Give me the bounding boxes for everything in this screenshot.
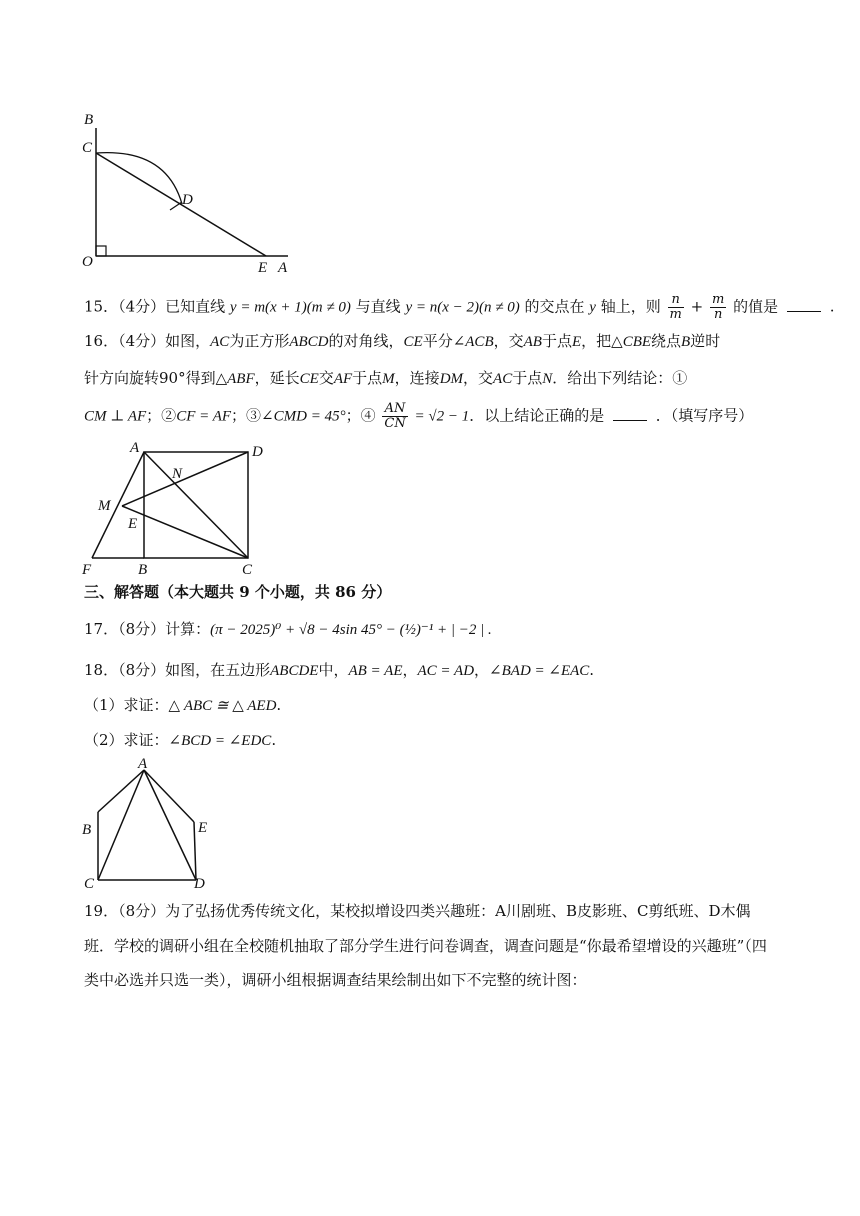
q15-line1: y = m(x + 1)(m ≠ 0)	[229, 299, 351, 316]
label-B: B	[82, 822, 92, 838]
q15-line2: y = n(x − 2)(n ≠ 0)	[405, 299, 520, 316]
q15-end: .	[829, 297, 835, 316]
section-3-heading: 三、解答题（本大题共 9 个小题，共 86 分）	[84, 583, 392, 601]
question-18-part-2: （2）求证：∠BCD = ∠EDC.	[84, 731, 277, 749]
q16-fraction: $\frac{AN}{CN}$	[384, 401, 406, 431]
question-17: 17．（8分）计算：(π − 2025)⁰ + √8 − 4sin 45° − (½)⁻¹ + | −2 | .	[84, 620, 492, 638]
label-C: C	[82, 140, 93, 156]
q15-plus: +	[690, 297, 704, 316]
label-A: A	[130, 440, 140, 456]
figure-q18	[78, 756, 218, 892]
q15-frac1: $\frac{n}{m}$	[669, 292, 682, 322]
q15-suffix: 的值是	[733, 297, 779, 316]
label-C: C	[84, 876, 95, 892]
figure-q16	[78, 440, 278, 580]
question-16-line-2: 针方向旋转90°得到△ABF，延长CE交AF于点M，连接DM，交AC于点N．给出下列结论：①	[84, 369, 688, 387]
question-18-part-1: （1）求证：△ ABC ≅ △ AED.	[84, 696, 282, 714]
label-D: D	[194, 876, 205, 892]
question-16-line-3: CM ⊥ AF；②CF = AF；③∠CMD = 45°；④ $\frac{AN}{CN}$ = √2 − 1．以上结论正确的是 ．（填写序号）	[84, 401, 754, 431]
question-19-line-3: 类中必选并只选一类），调研小组根据调查结果绘制出如下不完整的统计图：	[84, 971, 587, 989]
q15-prefix: 15．（4分）已知直线	[84, 297, 226, 316]
q15-axis: y	[589, 299, 596, 316]
label-B: B	[84, 112, 94, 128]
q15-mid: 与直线	[355, 297, 401, 316]
label-M: M	[98, 498, 111, 514]
question-18: 18．（8分）如图，在五边形ABCDE中，AB = AE，AC = AD，∠BAD = ∠EAC.	[84, 661, 595, 679]
label-E: E	[128, 516, 138, 532]
label-B: B	[138, 562, 148, 578]
label-A: A	[278, 260, 288, 276]
label-A: A	[138, 756, 148, 772]
label-O: O	[82, 254, 93, 270]
q16-answer-blank[interactable]	[613, 406, 647, 421]
label-D: D	[252, 444, 263, 460]
label-D: D	[182, 192, 193, 208]
figure-q14	[78, 108, 298, 276]
label-N: N	[172, 466, 183, 482]
question-19-line-2: 班．学校的调研小组在全校随机抽取了部分学生进行问卷调查，调查问题是“你最希望增设的兴趣班”（四	[84, 937, 767, 955]
q15-frac2: $\frac{m}{n}$	[712, 292, 725, 322]
label-E: E	[258, 260, 268, 276]
question-16-line-1: 16．（4分）如图，AC为正方形ABCD的对角线，CE平分∠ACB，交AB于点E，把△CBE绕点B逆时	[84, 332, 721, 350]
question-19-line-1: 19．（8分）为了弘扬优秀传统文化，某校拟增设四类兴趣班：A川剧班、B皮影班、C剪纸班、D木偶	[84, 902, 751, 920]
label-F: F	[82, 562, 92, 578]
label-E: E	[198, 820, 208, 836]
q15-answer-blank[interactable]	[787, 297, 821, 312]
q15-mid2: 的交点在	[524, 297, 585, 316]
q15-mid3: 轴上，则	[600, 297, 661, 316]
label-C: C	[242, 562, 253, 578]
question-15	[84, 293, 834, 322]
